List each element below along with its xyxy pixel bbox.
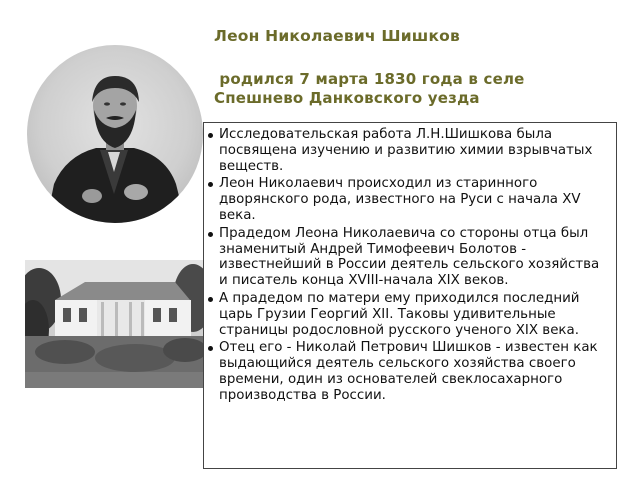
list-item: Исследовательская работа Л.Н.Шишкова была посвящена изучению и развитию химии взрывчатых веществ. xyxy=(207,127,612,174)
slide-subtitle-line1: родился 7 марта 1830 года в селе xyxy=(214,70,525,88)
list-item: А прадедом по матери ему приходился последний царь Грузии Георгий XII. Таковы удивительные страницы родословной русского ученого XIX века. xyxy=(207,291,612,338)
list-item: Прадедом Леона Николаевича со стороны отца был знаменитый Андрей Тимофеевич Болотов - известнейший в России деятель сельского хозяйства и писатель конца XVIII-начала XIX веков. xyxy=(207,226,612,289)
slide-title-block xyxy=(214,26,634,108)
list-item: Леон Николаевич происходил из старинного дворянского рода, известного на Руси с начала XV века. xyxy=(207,176,612,223)
slide-subtitle-line2: Спешнево Данковского уезда xyxy=(214,89,480,107)
portrait-photo xyxy=(26,44,204,224)
list-item: Отец его - Николай Петрович Шишков - известен как выдающийся деятель сельского хозяйства своего времени, один из основателей свеклосахарного производства в России. xyxy=(207,340,612,403)
biography-list xyxy=(207,127,612,404)
biography-text-box xyxy=(203,122,617,469)
estate-photo xyxy=(25,260,203,388)
slide-title: Леон Николаевич Шишков xyxy=(214,27,461,45)
